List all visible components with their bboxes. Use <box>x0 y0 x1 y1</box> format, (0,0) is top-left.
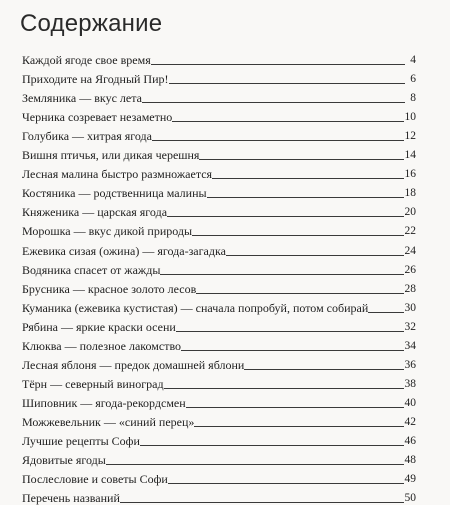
toc-page-number: 4 <box>410 54 416 67</box>
toc-entry-title: Перечень названий <box>22 491 120 505</box>
toc-page-number: 32 <box>404 320 416 333</box>
toc-entry <box>22 353 416 372</box>
toc-entry <box>22 429 416 448</box>
toc-page-number: 14 <box>404 149 416 162</box>
toc-entry-title: Ядовитые ягоды <box>22 453 106 468</box>
toc-entry-title: Земляника — вкус лета <box>22 91 142 106</box>
toc-entry <box>22 124 416 143</box>
toc-entry-title: Черника созревает незаметно <box>22 110 173 125</box>
toc-entry-title: Брусника — красное золото лесов <box>22 281 197 296</box>
toc-entry <box>22 448 416 467</box>
toc-leader-line <box>196 293 403 294</box>
toc-leader-line <box>168 483 404 484</box>
toc-page-number: 40 <box>404 396 416 409</box>
toc-entry-title: Морошка — вкус дикой природы <box>22 224 193 239</box>
toc-leader-line <box>151 64 405 65</box>
toc-entry-title: Лесная яблоня — предок домашней яблони <box>22 357 245 372</box>
toc-entry-title: Лесная малина быстро размножается <box>22 167 213 182</box>
toc-page-number: 38 <box>404 377 416 390</box>
toc-entry-title: Водяника спасет от жажды <box>22 262 161 277</box>
toc-page-number: 18 <box>404 187 416 200</box>
toc-entry <box>22 486 416 505</box>
toc-leader-line <box>212 178 403 179</box>
toc-entry-title: Можжевельник — «синий перец» <box>22 414 195 429</box>
toc-entry-title: Приходите на Ягодный Пир! <box>22 72 169 87</box>
toc-page-number: 16 <box>404 168 416 181</box>
toc-page-number: 49 <box>404 473 416 486</box>
toc-leader-line <box>194 426 403 427</box>
toc-leader-line <box>142 102 405 103</box>
toc-entry <box>22 143 416 162</box>
toc-leader-line <box>368 312 403 313</box>
toc-entry-title: Тёрн — северный виноград <box>22 376 164 391</box>
toc-leader-line <box>164 388 404 389</box>
toc-entry-title: Вишня птичья, или дикая черешня <box>22 148 200 163</box>
table-of-contents <box>22 48 416 505</box>
toc-page-number: 28 <box>404 282 416 295</box>
toc-leader-line <box>140 445 404 446</box>
toc-entry-title: Каждой ягоде свое время <box>22 53 151 68</box>
toc-page-number: 42 <box>404 415 416 428</box>
toc-entry <box>22 410 416 429</box>
toc-page-number: 10 <box>404 111 416 124</box>
toc-page-number: 46 <box>404 434 416 447</box>
toc-page-number: 50 <box>404 492 416 505</box>
toc-page-number: 6 <box>410 73 416 86</box>
toc-entry <box>22 181 416 200</box>
toc-entry-title: Костяника — родственница малины <box>22 186 207 201</box>
toc-entry-title: Куманика (ежевика кустистая) — сначала попробуй, потом собирай <box>22 300 369 315</box>
toc-leader-line <box>199 159 403 160</box>
toc-leader-line <box>181 350 403 351</box>
toc-entry <box>22 467 416 486</box>
toc-leader-line <box>226 255 404 256</box>
toc-page-number: 20 <box>404 206 416 219</box>
toc-entry <box>22 200 416 219</box>
toc-entry <box>22 162 416 181</box>
toc-page-number: 48 <box>404 454 416 467</box>
toc-entry-title: Княженика — царская ягода <box>22 205 168 220</box>
page-title: Содержание <box>20 10 163 37</box>
toc-leader-line <box>207 197 404 198</box>
toc-entry-title: Послесловие и советы Софи <box>22 472 168 487</box>
toc-entry <box>22 391 416 410</box>
toc-entry-title: Ежевика сизая (ожина) — ягода-загадка <box>22 243 226 258</box>
toc-entry-title: Голубика — хитрая ягода <box>22 129 152 144</box>
toc-leader-line <box>169 83 405 84</box>
toc-entry <box>22 315 416 334</box>
toc-entry <box>22 48 416 67</box>
toc-entry <box>22 258 416 277</box>
toc-page-number: 30 <box>404 301 416 314</box>
toc-leader-line <box>106 464 404 465</box>
toc-entry <box>22 277 416 296</box>
toc-leader-line <box>172 121 403 122</box>
toc-page-number: 34 <box>404 339 416 352</box>
toc-leader-line <box>186 407 404 408</box>
toc-leader-line <box>176 331 404 332</box>
toc-entry <box>22 219 416 238</box>
toc-leader-line <box>160 274 403 275</box>
toc-page-number: 36 <box>404 358 416 371</box>
toc-leader-line <box>167 216 403 217</box>
toc-entry-title: Лучшие рецепты Софи <box>22 433 140 448</box>
toc-page-number: 12 <box>404 130 416 143</box>
toc-leader-line <box>244 369 403 370</box>
toc-entry <box>22 296 416 315</box>
toc-page-number: 22 <box>404 225 416 238</box>
toc-entry <box>22 372 416 391</box>
toc-leader-line <box>120 502 404 503</box>
toc-entry <box>22 86 416 105</box>
toc-entry-title: Шиповник — ягода-рекордсмен <box>22 395 186 410</box>
toc-page-number: 26 <box>404 263 416 276</box>
toc-leader-line <box>192 235 403 236</box>
toc-page-number: 8 <box>410 92 416 105</box>
toc-entry-title: Клюква — полезное лакомство <box>22 338 182 353</box>
toc-entry <box>22 105 416 124</box>
toc-entry <box>22 67 416 86</box>
toc-leader-line <box>152 140 404 141</box>
toc-entry <box>22 334 416 353</box>
toc-entry-title: Рябина — яркие краски осени <box>22 319 176 334</box>
toc-entry <box>22 238 416 257</box>
toc-page-number: 24 <box>404 244 416 257</box>
